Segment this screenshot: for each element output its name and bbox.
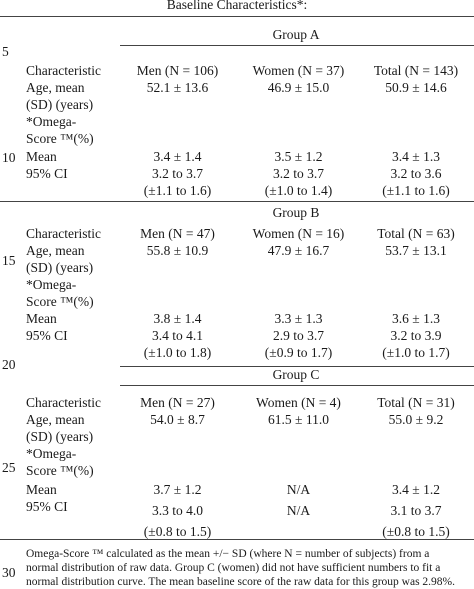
group-b-men <box>120 225 235 259</box>
group-a-men-stats <box>120 148 235 199</box>
group-b-header: Group B <box>272 205 320 220</box>
age-value: 50.9 ± 14.6 <box>385 80 447 95</box>
group-c-header: Group C <box>272 367 320 382</box>
group-b-women-stats <box>236 310 361 361</box>
mean-value: 3.4 ± 1.4 <box>153 149 202 164</box>
ci-range: (±1.0 to 1.4) <box>264 183 333 198</box>
label-age: Age, mean <box>26 80 85 95</box>
ci-value: 3.2 to 3.6 <box>390 166 442 181</box>
col-header: Total (N = 143) <box>373 63 459 78</box>
mean-value: 3.4 ± 1.3 <box>392 149 440 164</box>
label-omega: *Omega- <box>26 446 77 461</box>
age-value: 54.0 ± 8.7 <box>150 412 205 427</box>
ci-value: 3.3 to 4.0 <box>151 503 203 518</box>
footnote-line: normal distribution of raw data. Group C (women) did not have sufficient numbers to fit a <box>26 562 441 574</box>
age-value: 55.0 ± 9.2 <box>388 412 444 427</box>
footnote-line: Omega-Score ™ calculated as the mean +/− SD (where N = number of subjects) from a <box>26 548 430 560</box>
group-b-total-stats <box>360 310 472 361</box>
label-age-unit: (SD) (years) <box>26 260 94 275</box>
group-b-stat-labels <box>26 310 68 344</box>
group-a-men <box>120 62 235 96</box>
group-c-women <box>236 394 361 428</box>
group-b-men-stats <box>120 310 235 361</box>
age-value: 52.1 ± 13.6 <box>146 80 209 95</box>
table-bottom-rule <box>0 539 474 540</box>
line-number: 30 <box>2 565 16 580</box>
group-a-labels <box>26 62 101 147</box>
age-value: 61.5 ± 11.0 <box>268 412 329 427</box>
ci-value: 2.9 to 3.7 <box>272 328 324 343</box>
group-c-labels <box>26 394 101 479</box>
ci-value: 3.1 to 3.7 <box>390 503 442 518</box>
group-c-rule <box>120 385 474 386</box>
mean-value: 3.7 ± 1.2 <box>153 482 202 497</box>
label-age: Age, mean <box>26 243 85 258</box>
label-characteristic: Characteristic <box>26 395 101 410</box>
label-omega-score: Score ™(%) <box>26 294 94 309</box>
label-characteristic: Characteristic <box>26 63 101 78</box>
label-mean: Mean <box>26 311 57 326</box>
ci-range: (±1.1 to 1.6) <box>382 183 450 198</box>
ci-value: 3.4 to 4.1 <box>151 328 203 343</box>
group-b-labels <box>26 225 101 310</box>
col-header: Women (N = 16) <box>252 226 345 241</box>
mean-value: 3.8 ± 1.4 <box>153 311 202 326</box>
age-value: 53.7 ± 13.1 <box>385 243 447 258</box>
col-header: Total (N = 63) <box>377 226 455 241</box>
title-rule <box>0 16 474 17</box>
label-characteristic: Characteristic <box>26 226 101 241</box>
group-a-rule <box>120 45 474 46</box>
group-a-total-stats <box>360 148 472 199</box>
group-b-women <box>236 225 361 259</box>
age-value: 46.9 ± 15.0 <box>267 80 330 95</box>
label-age: Age, mean <box>26 412 85 427</box>
group-a-women <box>236 62 361 96</box>
line-number: 10 <box>2 150 16 165</box>
line-number: 20 <box>2 357 16 372</box>
col-header: Men (N = 106) <box>136 63 219 78</box>
group-a-total <box>360 62 472 96</box>
group-a-bottom-rule <box>0 201 474 202</box>
footnote-line: normal distribution curve. The mean baseline score of the raw data for this group was 2.98%. <box>26 576 455 588</box>
group-a-women-stats <box>236 148 361 199</box>
ci-range: (±0.9 to 1.7) <box>264 345 333 360</box>
ci-value: N/A <box>286 503 311 518</box>
col-header: Men (N = 47) <box>140 226 215 241</box>
group-a-stat-labels <box>26 148 68 182</box>
mean-value: N/A <box>286 482 311 497</box>
mean-value: 3.3 ± 1.3 <box>274 311 323 326</box>
ci-range: (±1.0 to 1.7) <box>382 345 450 360</box>
ci-value: 3.2 to 3.9 <box>390 328 442 343</box>
age-value: 47.9 ± 16.7 <box>267 243 330 258</box>
col-header: Total (N = 31) <box>377 395 455 410</box>
mean-value: 3.5 ± 1.2 <box>274 149 323 164</box>
ci-range: (±1.1 to 1.6) <box>143 183 212 198</box>
col-header: Women (N = 4) <box>256 395 341 410</box>
label-age-unit: (SD) (years) <box>26 429 94 444</box>
ci-range: (±1.0 to 1.8) <box>143 345 212 360</box>
group-c-total-stats <box>360 481 472 540</box>
mean-value: 3.4 ± 1.2 <box>392 482 440 497</box>
group-c-men <box>120 394 235 428</box>
label-ci: 95% CI <box>26 166 68 181</box>
ci-value: 3.2 to 3.7 <box>151 166 203 181</box>
col-header: Men (N = 27) <box>140 395 215 410</box>
label-mean: Mean <box>26 482 57 497</box>
table-title: Baseline Characteristics*: <box>166 0 308 12</box>
label-ci: 95% CI <box>26 328 68 343</box>
group-b-total <box>360 225 472 259</box>
label-ci: 95% CI <box>26 499 68 514</box>
label-omega-score: Score ™(%) <box>26 463 94 478</box>
mean-value: 3.6 ± 1.3 <box>392 311 440 326</box>
age-value: 55.8 ± 10.9 <box>146 243 209 258</box>
group-c-total <box>360 394 472 428</box>
group-c-women-stats <box>236 481 361 519</box>
label-omega: *Omega- <box>26 114 77 129</box>
ci-value: 3.2 to 3.7 <box>272 166 324 181</box>
label-omega-score: Score ™(%) <box>26 131 94 146</box>
ci-range: (±0.8 to 1.5) <box>382 524 450 539</box>
label-age-unit: (SD) (years) <box>26 97 94 112</box>
group-c-stat-labels <box>26 481 68 515</box>
line-number: 15 <box>2 253 16 268</box>
footnote <box>26 547 455 589</box>
ci-range: (±0.8 to 1.5) <box>143 524 212 539</box>
label-omega: *Omega- <box>26 277 77 292</box>
line-number: 25 <box>2 460 16 475</box>
label-mean: Mean <box>26 149 57 164</box>
group-c-men-stats <box>120 481 235 540</box>
line-number: 5 <box>2 44 9 59</box>
col-header: Women (N = 37) <box>252 63 345 78</box>
group-a-header: Group A <box>272 27 320 42</box>
